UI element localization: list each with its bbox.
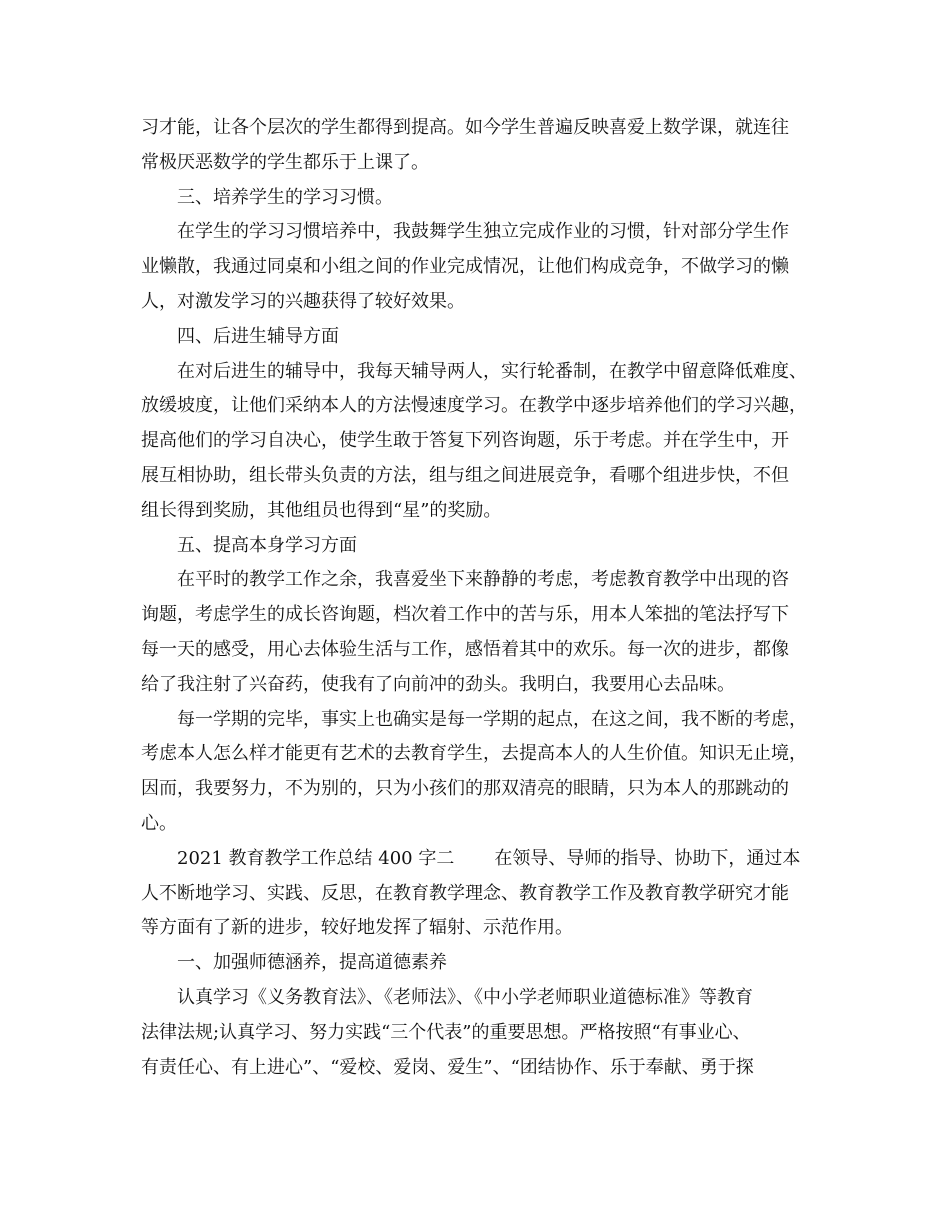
text-line: 询题，考虑学生的成长咨询题，档次着工作中的苦与乐，用本人笨拙的笔法抒写下	[141, 604, 789, 626]
text-line: 展互相协助，组长带头负责的方法，组与组之间进展竞争，看哪个组进步快，不但	[141, 464, 789, 486]
text-line: 常极厌恶数学的学生都乐于上课了。	[141, 151, 429, 173]
text-line: 一、加强师德涵养，提高道德素养	[177, 952, 447, 974]
text-line: 人，对激发学习的兴趣获得了较好效果。	[141, 290, 465, 312]
text-line: 等方面有了新的进步，较好地发挥了辐射、示范作用。	[141, 917, 573, 939]
text-line: 习才能，让各个层次的学生都得到提高。如今学生普遍反映喜爱上数学课，就连往	[141, 117, 789, 138]
text-line: 每一学期的完毕，事实上也确实是每一学期的起点，在这之间，我不断的考虑，	[177, 708, 807, 730]
text-line: 考虑本人怎么样才能更有艺术的去教育学生，去提高本人的人生价值。知识无止境，	[141, 743, 807, 765]
text-line: 心。	[141, 812, 177, 834]
text-line: 业懒散，我通过同桌和小组之间的作业完成情况，让他们构成竞争，不做学习的懒	[141, 256, 789, 278]
text-line: 人不断地学习、实践、反思，在教育教学理念、教育教学工作及教育教学研究才能	[141, 882, 789, 904]
text-line: 三、培养学生的学习习惯。	[177, 186, 393, 208]
text-line: 认真学习《义务教育法》、《老师法》、《中小学老师职业道德标准》等教育	[177, 986, 753, 1008]
text-line: 五、提高本身学习方面	[177, 534, 357, 556]
text-line: 提高他们的学习自决心，使学生敢于答复下列咨询题，乐于考虑。并在学生中，开	[141, 430, 789, 452]
text-line: 四、后进生辅导方面	[177, 325, 339, 347]
text-line: 2021 教育教学工作总结 400 字二 在领导、导师的指导、协助下，通过本	[177, 847, 801, 869]
text-line: 有责任心、有上进心”、“爱校、爱岗、爱生”、“团结协作、乐于奉献、勇于探	[141, 1056, 754, 1078]
text-line: 在平时的教学工作之余，我喜爱坐下来静静的考虑，考虑教育教学中出现的咨	[177, 569, 789, 591]
text-line: 组长得到奖励，其他组员也得到“星”的奖励。	[141, 499, 502, 521]
text-line: 放缓坡度，让他们采纳本人的方法慢速度学习。在教学中逐步培养他们的学习兴趣，	[141, 395, 807, 417]
text-line: 在学生的学习习惯培养中，我鼓舞学生独立完成作业的习惯，针对部分学生作	[177, 221, 789, 243]
text-line: 给了我注射了兴奋药，使我有了向前冲的劲头。我明白，我要用心去品味。	[141, 673, 735, 695]
text-line: 因而，我要努力，不为别的，只为小孩们的那双清亮的眼睛，只为本人的那跳动的	[141, 778, 789, 800]
text-line: 法律法规;认真学习、努力实践“三个代表”的重要思想。严格按照“有事业心、	[141, 1021, 751, 1043]
text-line: 每一天的感受，用心去体验生活与工作，感悟着其中的欢乐。每一次的进步，都像	[141, 638, 789, 660]
text-line: 在对后进生的辅导中，我每天辅导两人，实行轮番制，在教学中留意降低难度、	[177, 360, 807, 382]
document-body	[141, 111, 831, 1085]
